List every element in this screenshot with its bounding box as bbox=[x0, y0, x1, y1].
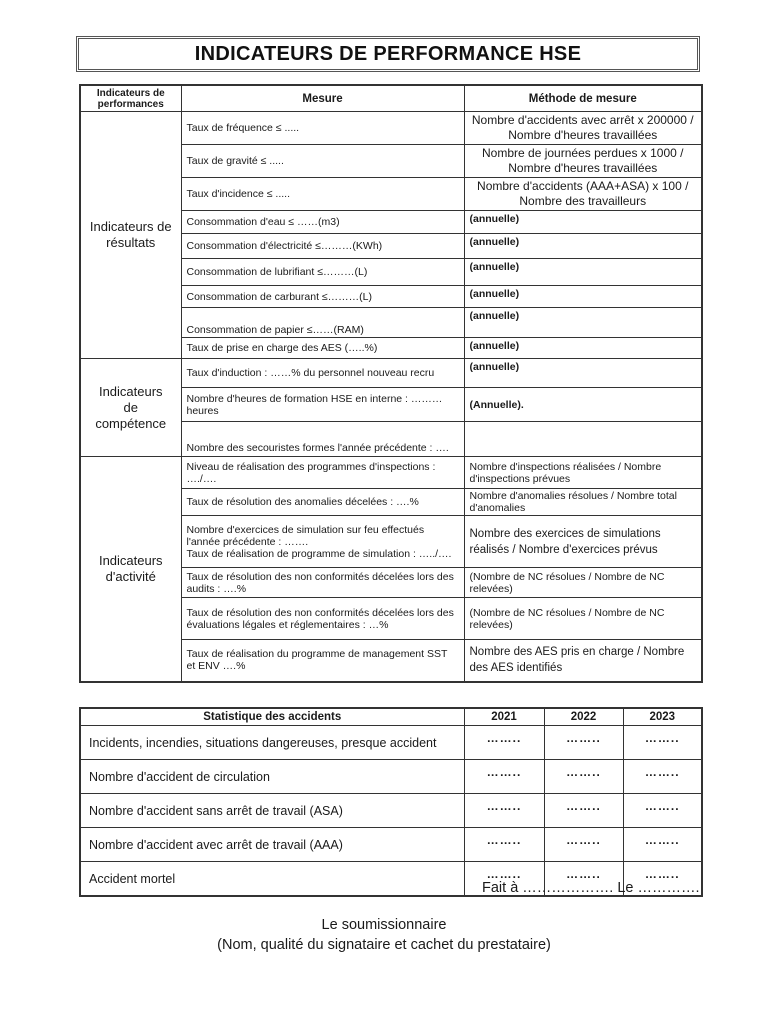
mesure-cell: Consommation de papier ≤……(RAM) bbox=[181, 308, 464, 338]
soumissionnaire-label: Le soumissionnaire bbox=[321, 917, 447, 933]
mesure-cell: Taux de réalisation du programme de management SST et ENV ….% bbox=[181, 640, 464, 682]
mesure-cell: Taux d'induction : ……% du personnel nouveau recru bbox=[181, 359, 464, 388]
value-placeholder: …….. bbox=[464, 828, 544, 862]
stats-row-label: Nombre d'accident sans arrêt de travail (ASA) bbox=[80, 794, 464, 828]
mesure-cell: Consommation d'électricité ≤………(KWh) bbox=[181, 234, 464, 259]
methode-cell: (annuelle) bbox=[464, 211, 702, 234]
stats-row-label: Nombre d'accident de circulation bbox=[80, 760, 464, 794]
value-placeholder: …….. bbox=[623, 726, 702, 760]
methode-cell: (Nombre de NC résolues / Nombre de NC relevées) bbox=[464, 568, 702, 598]
document-title: INDICATEURS DE PERFORMANCE HSE bbox=[194, 42, 582, 65]
stats-row-label: Nombre d'accident avec arrêt de travail (AAA) bbox=[80, 828, 464, 862]
value-placeholder: …….. bbox=[544, 726, 623, 760]
methode-cell: Nombre des AES pris en charge / Nombre des AES identifiés bbox=[464, 640, 702, 682]
document-title-box bbox=[76, 36, 700, 72]
mesure-cell: Taux de résolution des non conformités décelées lors des évaluations légales et réglementaires : …% bbox=[181, 598, 464, 640]
methode-cell: (annuelle) bbox=[464, 338, 702, 359]
value-placeholder: …….. bbox=[464, 862, 544, 897]
table-header-row bbox=[80, 85, 702, 112]
mesure-cell: Consommation de carburant ≤………(L) bbox=[181, 286, 464, 308]
mesure-line: Nombre d'exercices de simulation sur feu effectués l'année précédente : ……. bbox=[186, 523, 425, 548]
methode-cell: Nombre des exercices de simulations réalisés / Nombre d'exercices prévus bbox=[464, 516, 702, 568]
value-placeholder: …….. bbox=[544, 828, 623, 862]
mesure-cell: Nombre des secouristes formes l'année précédente : …. bbox=[181, 422, 464, 457]
value-placeholder: …….. bbox=[544, 794, 623, 828]
methode-cell: (Annuelle). bbox=[464, 388, 702, 422]
stats-header-row bbox=[80, 708, 702, 726]
methode-cell: (Nombre de NC résolues / Nombre de NC relevées) bbox=[464, 598, 702, 640]
value-placeholder: …….. bbox=[623, 862, 702, 897]
header-methode: Méthode de mesure bbox=[464, 85, 702, 112]
methode-cell: (annuelle) bbox=[464, 234, 702, 259]
methode-cell: Nombre d'accidents avec arrêt x 200000 / Nombre d'heures travaillées bbox=[464, 112, 702, 145]
mesure-cell: Taux de fréquence ≤ ..... bbox=[181, 112, 464, 145]
mesure-cell: Taux de résolution des non conformités décelées lors des audits : ….% bbox=[181, 568, 464, 598]
value-placeholder: …….. bbox=[623, 760, 702, 794]
mesure-cell: Nombre d'heures de formation HSE en interne : ……… heures bbox=[181, 388, 464, 422]
methode-cell: Nombre d'anomalies résolues / Nombre total d'anomalies bbox=[464, 489, 702, 516]
stats-header-label: Statistique des accidents bbox=[80, 708, 464, 726]
value-placeholder: …….. bbox=[623, 828, 702, 862]
methode-cell: (annuelle) bbox=[464, 259, 702, 286]
table-row bbox=[80, 828, 702, 862]
mesure-cell: Taux de résolution des anomalies décelées : ….% bbox=[181, 489, 464, 516]
methode-cell: Nombre d'inspections réalisées / Nombre d'inspections prévues bbox=[464, 457, 702, 489]
table-row bbox=[80, 794, 702, 828]
header-mesure: Mesure bbox=[181, 85, 464, 112]
mesure-cell: Taux de gravité ≤ ..... bbox=[181, 145, 464, 178]
value-placeholder: …….. bbox=[544, 862, 623, 897]
stats-row-label: Accident mortel bbox=[80, 862, 464, 897]
performance-indicators-table bbox=[79, 84, 703, 683]
table-row bbox=[80, 457, 702, 489]
value-placeholder: …….. bbox=[623, 794, 702, 828]
table-row bbox=[80, 359, 702, 388]
mesure-cell: Taux de prise en charge des AES (…..%) bbox=[181, 338, 464, 359]
mesure-cell: Consommation de lubrifiant ≤………(L) bbox=[181, 259, 464, 286]
methode-cell: (annuelle) bbox=[464, 359, 702, 388]
fait-a-le-line: Fait à ………………. Le …………. bbox=[482, 880, 700, 896]
mesure-line: Taux de réalisation de programme de simulation : …../…. bbox=[186, 547, 452, 560]
methode-cell: Nombre de journées perdues x 1000 / Nombre d'heures travaillées bbox=[464, 145, 702, 178]
mesure-cell: Taux d'incidence ≤ ..... bbox=[181, 178, 464, 211]
methode-cell: (annuelle) bbox=[464, 308, 702, 338]
category-resultats: Indicateurs de résultats bbox=[80, 112, 181, 359]
table-row bbox=[80, 726, 702, 760]
category-competence: Indicateurs de compétence bbox=[80, 359, 181, 457]
year-2021: 2021 bbox=[464, 708, 544, 726]
table-row bbox=[80, 112, 702, 145]
value-placeholder: …….. bbox=[464, 726, 544, 760]
methode-cell: Nombre d'accidents (AAA+ASA) x 100 / Nombre des travailleurs bbox=[464, 178, 702, 211]
value-placeholder: …….. bbox=[464, 760, 544, 794]
methode-cell: (annuelle) bbox=[464, 286, 702, 308]
value-placeholder: …….. bbox=[464, 794, 544, 828]
value-placeholder: …….. bbox=[544, 760, 623, 794]
header-indicateurs: Indicateurs de performances bbox=[80, 85, 181, 112]
table-row bbox=[80, 760, 702, 794]
year-2022: 2022 bbox=[544, 708, 623, 726]
category-activite: Indicateurs d'activité bbox=[80, 457, 181, 682]
signataire-note: (Nom, qualité du signataire et cachet du prestataire) bbox=[217, 937, 551, 953]
year-2023: 2023 bbox=[623, 708, 702, 726]
accident-statistics-table bbox=[79, 707, 703, 897]
stats-row-label: Incidents, incendies, situations dangereuses, presque accident bbox=[80, 726, 464, 760]
mesure-cell: Consommation d'eau ≤ ……(m3) bbox=[181, 211, 464, 234]
methode-cell bbox=[464, 422, 702, 457]
mesure-cell: Niveau de réalisation des programmes d'inspections : …./…. bbox=[181, 457, 464, 489]
mesure-cell bbox=[181, 516, 464, 568]
